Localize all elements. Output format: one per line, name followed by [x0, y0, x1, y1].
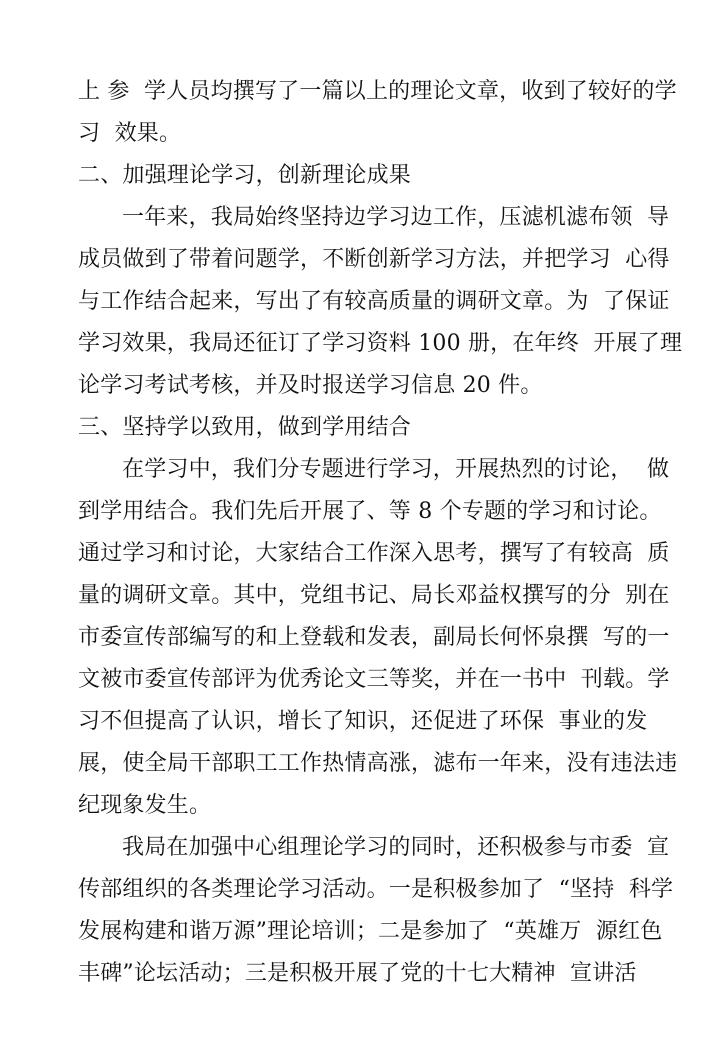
text-line-10: 在学习中，我们分专题进行学习，开展热烈的讨论， 做: [122, 457, 670, 482]
section-heading-3: 三、坚持学以致用，做到学用结合: [78, 415, 412, 440]
text-line-4: 一年来，我局始终坚持边学习边工作，压滤机滤布领 导: [122, 205, 670, 230]
text-line-7: 学习效果，我局还征订了学习资料 100 册，在年终 开展了理: [78, 331, 683, 356]
text-line-5: 成员做到了带着问题学，不断创新学习方法，并把学习 心得: [78, 247, 670, 272]
text-line-17: 展，使全局干部职工工作热情高涨，滤布一年来，没有违法违: [78, 751, 678, 776]
text-line-11: 到学用结合。我们先后开展了、等 8 个专题的学习和讨论。: [78, 499, 662, 524]
text-line-6: 与工作结合起来，写出了有较高质量的调研文章。为 了保证: [78, 289, 670, 314]
text-line-1: 上 参 学人员均撰写了一篇以上的理论文章，收到了较好的学: [78, 79, 677, 104]
text-line-14: 市委宣传部编写的和上登载和发表，副局长何怀泉撰 写的一: [78, 625, 670, 650]
text-line-8: 论学习考试考核，并及时报送学习信息 20 件。: [78, 373, 543, 398]
text-line-13: 量的调研文章。其中，党组书记、局长邓益权撰写的分 别在: [78, 583, 670, 608]
text-line-18: 纪现象发生。: [78, 793, 212, 818]
text-line-20: 传部组织的各类理论学习活动。一是积极参加了 “坚持 科学: [78, 877, 674, 902]
text-line-2: 习 效果。: [78, 121, 182, 146]
text-line-21: 发展构建和谐万源”理论培训；二是参加了 “英雄万 源红色: [78, 919, 663, 944]
section-heading-2: 二、加强理论学习，创新理论成果: [78, 163, 412, 188]
text-line-12: 通过学习和讨论，大家结合工作深入思考，撰写了有较高 质: [78, 541, 670, 566]
text-line-19: 我局在加强中心组理论学习的同时，还积极参与市委 宣: [122, 835, 670, 860]
text-line-22: 丰碑”论坛活动；三是积极开展了党的十七大精神 宣讲活: [78, 961, 637, 986]
text-line-15: 文被市委宣传部评为优秀论文三等奖，并在一书中 刊载。学: [78, 667, 670, 692]
text-line-16: 习不但提高了认识，增长了知识，还促进了环保 事业的发: [78, 709, 648, 734]
